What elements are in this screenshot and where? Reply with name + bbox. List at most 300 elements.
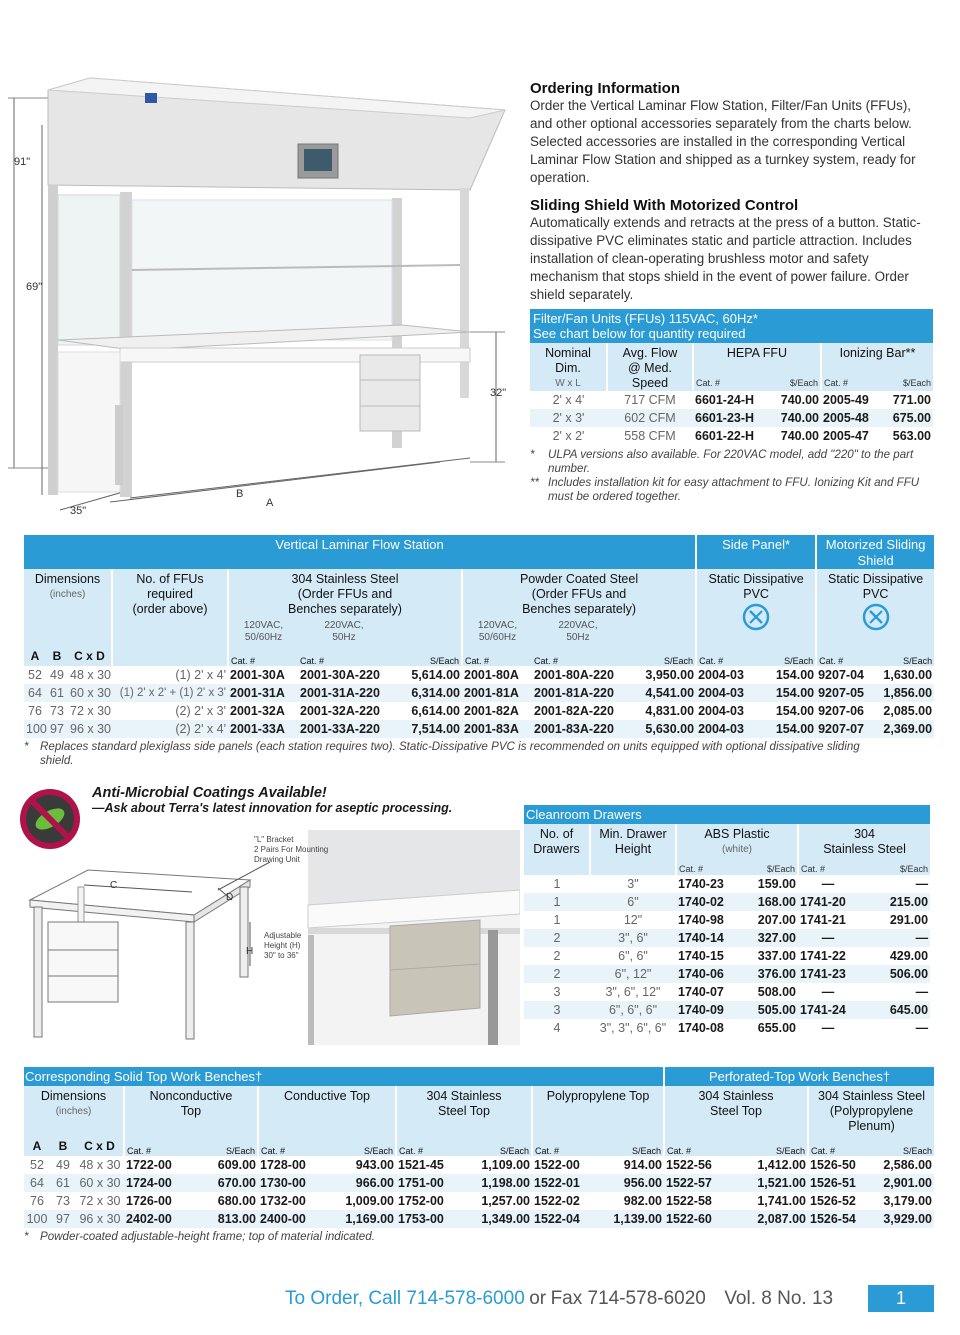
vlfs-v220-pc: 220VAC, — [558, 620, 598, 631]
benches-each: S/Each — [499, 1146, 529, 1156]
ffu-flow: 602 CFM — [607, 409, 693, 427]
benches-cat: Cat. # — [532, 1136, 594, 1156]
vlfs-h-pc2: (Order FFUs and — [531, 587, 627, 601]
drawers-row — [524, 983, 930, 1001]
drawers-row — [524, 893, 930, 911]
ffu-flow: 558 CFM — [624, 429, 676, 443]
ffu-note-2 — [530, 476, 933, 504]
drawers-h: 3", 6" — [590, 929, 676, 947]
vlfs-side-title: Side Panel* — [696, 535, 816, 569]
ffu-dim: 2' x 3' — [530, 409, 607, 427]
benches-cop: 966.00 — [320, 1174, 396, 1192]
benches-cat: Cat. # — [664, 1136, 726, 1156]
ffu-title-2: See chart below for quantity required — [533, 326, 746, 341]
ffu-ion-price: 771.00 — [892, 393, 931, 407]
ffu-hepa-cat: 6601-22-H — [695, 429, 755, 443]
benches-each: S/Each — [902, 1146, 933, 1156]
benches-a: 100 — [24, 1210, 50, 1228]
vlfs-h-ffus1: No. of FFUs — [136, 572, 204, 586]
drawers-abs-cat: 1740-09 — [676, 1001, 734, 1019]
no-static-icon — [741, 602, 771, 632]
benches-ps: 1522-60 — [664, 1210, 726, 1228]
benches-a: 76 — [30, 1194, 44, 1208]
bench-dim-d: D — [226, 892, 234, 903]
ffu-row — [530, 427, 933, 445]
benches-ss: 1751-00 — [396, 1174, 458, 1192]
drawers-h: 6", 6", 6" — [590, 1001, 676, 1019]
benches-h-cond: Conductive Top — [258, 1086, 396, 1136]
ordering-body: Order the Vertical Laminar Flow Station, Filter/Fan Units (FFUs), and other optional accessories separately from the charts below. Selected accessories are installed in the corresponding Vertical Laminar Flow Station and shipped as a turnkey system, ready for operation. — [530, 98, 916, 185]
ffu-cat-2: Cat. # — [821, 376, 882, 390]
benches-cxd: 72 x 30 — [79, 1194, 121, 1208]
benches-co: 2400-00 — [258, 1210, 320, 1228]
ffu-note-1 — [530, 448, 933, 476]
benches-title-solid: Corresponding Solid Top Work Benches† — [25, 1069, 263, 1084]
ffu-row — [530, 391, 933, 409]
benches-ssp: 1,109.00 — [481, 1158, 530, 1172]
vlfs-pc220: 2001-82A-220 — [534, 704, 614, 718]
drawers-h-ss2: Stainless Steel — [823, 842, 906, 856]
drawers-ss-cat: 1741-24 — [798, 1001, 858, 1019]
benches-plp: 3,179.00 — [883, 1194, 933, 1208]
benches-ssp: 1,349.00 — [458, 1210, 532, 1228]
drawers-abs-price: 508.00 — [757, 985, 796, 999]
work-bench-illustration — [18, 830, 520, 1045]
dim-32: 32" — [490, 387, 507, 399]
benches-ncp: 680.00 — [217, 1194, 256, 1208]
benches-pl: 1526-51 — [808, 1174, 870, 1192]
benches-section — [24, 1067, 934, 1244]
benches-b: 61 — [50, 1174, 76, 1192]
benches-row — [24, 1156, 934, 1174]
benches-h-ss1: 304 Stainless — [426, 1089, 502, 1103]
vlfs-cat: Cat. # — [696, 646, 762, 666]
drawers-abs-price: 655.00 — [757, 1021, 796, 1035]
ffu-hepa-price: 740.00 — [770, 409, 821, 427]
vlfs-pcp: 5,630.00 — [624, 720, 696, 738]
drawers-n: 1 — [553, 913, 561, 927]
vlfs-ss220: 2001-31A-220 — [298, 684, 390, 702]
drawers-ss-price: 429.00 — [889, 949, 929, 963]
drawers-h: 6" — [590, 893, 676, 911]
drawers-ss-cat: 1741-22 — [800, 949, 846, 963]
drawers-row — [524, 1001, 930, 1019]
vlfs-ms: 9207-04 — [818, 668, 864, 682]
benches-ncp: 670.00 — [186, 1174, 258, 1192]
vlfs-msp: 1,630.00 — [883, 668, 933, 682]
vlfs-h-dimensions: Dimensions — [34, 572, 101, 586]
vlfs-table — [24, 535, 934, 738]
benches-pl: 1526-54 — [808, 1210, 870, 1228]
drawers-abs-price: 159.00 — [757, 877, 796, 891]
vlfs-title: Vertical Laminar Flow Station — [275, 537, 444, 552]
benches-h-nc2: Top — [180, 1104, 202, 1118]
page-number: 1 — [895, 1288, 906, 1308]
vlfs-pcp: 4,541.00 — [624, 684, 696, 702]
drawers-abs-price: 505.00 — [734, 1001, 798, 1019]
vlfs-ms: 9207-06 — [818, 704, 864, 718]
benches-h-pp: Polypropylene Top — [532, 1086, 664, 1136]
ffu-cat-1: Cat. # — [693, 376, 770, 390]
vlfs-b: 61 — [46, 684, 68, 702]
drawers-h: 3" — [627, 877, 639, 891]
drawers-row — [524, 929, 930, 947]
vlfs-a: 64 — [24, 684, 46, 702]
benches-cat: Cat. # — [808, 1136, 870, 1156]
ffu-title-1: Filter/Fan Units (FFUs) 115VAC, 60Hz* — [533, 311, 758, 326]
benches-ppp: 1,139.00 — [594, 1210, 664, 1228]
drawers-h-no2: Drawers — [533, 842, 580, 856]
drawers-h: 6", 12" — [590, 965, 676, 983]
benches-h-ss2: Steel Top — [438, 1104, 490, 1118]
vlfs-each: S/Each — [429, 656, 459, 666]
drawers-n: 1 — [553, 877, 561, 891]
vlfs-cat: Cat. # — [816, 646, 874, 666]
vlfs-pcp: 3,950.00 — [645, 668, 695, 682]
benches-psp: 1,741.00 — [757, 1194, 806, 1208]
benches-cop: 1,009.00 — [345, 1194, 394, 1208]
page-number-box — [868, 1285, 934, 1312]
drawers-n: 4 — [553, 1021, 561, 1035]
benches-a: 64 — [24, 1174, 50, 1192]
drawers-h-ss1: 304 — [854, 827, 875, 841]
drawers-title: Cleanroom Drawers — [526, 807, 642, 822]
benches-cop: 1,169.00 — [320, 1210, 396, 1228]
vlfs-pc120: 2001-81A — [462, 684, 532, 702]
vlfs-ms: 9207-07 — [816, 720, 874, 738]
drawers-ss-cat: — — [821, 877, 835, 891]
benches-nc: 1722-00 — [126, 1158, 172, 1172]
drawers-abs-cat: 1740-14 — [676, 929, 734, 947]
drawers-ss-cat: — — [821, 1021, 835, 1035]
drawers-ss-price: 645.00 — [858, 1001, 930, 1019]
drawers-n: 2 — [524, 929, 590, 947]
footer-order[interactable]: To Order, Call 714-578-6000 — [285, 1288, 525, 1309]
drawers-abs-price: 376.00 — [734, 965, 798, 983]
ffu-h-wxl: W x L — [555, 378, 581, 389]
benches-each: S/Each — [775, 1146, 805, 1156]
ordering-info — [530, 80, 934, 304]
vlfs-v120-pc: 120VAC, — [477, 620, 518, 631]
benches-plp: 3,929.00 — [870, 1210, 934, 1228]
laminar-flow-station-illustration — [0, 70, 520, 520]
vlfs-cat: Cat. # — [534, 656, 559, 666]
vlfs-a: 100 — [26, 722, 47, 736]
benches-plp: 2,586.00 — [883, 1158, 933, 1172]
drawers-abs-cat: 1740-06 — [676, 965, 734, 983]
vlfs-sp: 2004-03 — [698, 704, 744, 718]
benches-h-pss2: Steel Top — [710, 1104, 762, 1118]
vlfs-col-cxd: C x D — [74, 649, 105, 663]
ffu-h-avg: Avg. Flow — [622, 346, 678, 360]
drawers-ss-price: — — [858, 929, 930, 947]
vlfs-spp: 154.00 — [762, 720, 816, 738]
ffu-dim: 2' x 4' — [552, 393, 585, 407]
ffu-note-1-mark: * — [530, 448, 535, 461]
drawers-row — [524, 911, 930, 929]
benches-cxd: 96 x 30 — [76, 1210, 124, 1228]
vlfs-v120: 120VAC, — [243, 620, 284, 631]
drawers-ss-cat: 1741-23 — [798, 965, 858, 983]
drawers-h-abs: ABS Plastic — [704, 827, 770, 841]
vlfs-pc220: 2001-80A-220 — [534, 668, 614, 682]
vlfs-spp: 154.00 — [775, 668, 815, 682]
ffu-h-hepa: HEPA FFU — [693, 343, 821, 376]
vlfs-cxd: 96 x 30 — [70, 722, 112, 736]
drawers-h: 12" — [623, 913, 643, 927]
benches-nc: 2402-00 — [124, 1210, 186, 1228]
benches-col-cxd: C x D — [84, 1139, 115, 1153]
vlfs-ss120: 2001-31A — [228, 684, 298, 702]
benches-note-text: Powder-coated adjustable-height frame; top of material indicated. — [40, 1230, 375, 1243]
vlfs-b: 49 — [50, 668, 64, 682]
drawers-ss-price: 506.00 — [858, 965, 930, 983]
benches-ppp: 956.00 — [594, 1174, 664, 1192]
vlfs-ss220: 2001-33A-220 — [298, 720, 390, 738]
adjustable-label-2: Height (H) — [264, 941, 301, 950]
vlfs-h-sd1: Static Dissipative — [708, 572, 804, 586]
vlfs-h-sd2-b: PVC — [862, 587, 889, 601]
drawers-ss-price: 291.00 — [889, 913, 929, 927]
drawers-each: $/Each — [766, 864, 795, 874]
dim-35: 35" — [70, 505, 87, 517]
benches-pp: 1522-04 — [532, 1210, 594, 1228]
dim-91: 91" — [14, 156, 31, 168]
vlfs-sp: 2004-03 — [696, 720, 762, 738]
benches-h-ppl1: 304 Stainless Steel — [818, 1089, 926, 1103]
benches-cop: 943.00 — [355, 1158, 394, 1172]
drawers-abs-price: 207.00 — [757, 913, 796, 927]
vlfs-pc220: 2001-83A-220 — [532, 720, 624, 738]
benches-each: S/Each — [363, 1146, 393, 1156]
bench-dim-c: C — [110, 880, 118, 891]
ffu-ion-price: 675.00 — [882, 409, 933, 427]
benches-cxd: 48 x 30 — [79, 1158, 121, 1172]
ffu-note-1-text: ULPA versions also available. For 220VAC model, add "220" to the part number. — [548, 448, 914, 475]
vlfs-pc120: 2001-80A — [464, 668, 519, 682]
drawers-n: 3 — [524, 1001, 590, 1019]
vlfs-ss220: 2001-30A-220 — [300, 668, 380, 682]
ordering-title: Ordering Information — [530, 80, 680, 97]
drawers-row — [524, 875, 930, 893]
benches-b: 73 — [56, 1194, 70, 1208]
drawers-ss-price: — — [915, 985, 929, 999]
benches-each: S/Each — [631, 1146, 661, 1156]
benches-col-b: B — [58, 1139, 68, 1153]
benches-ss: 1521-45 — [398, 1158, 444, 1172]
vlfs-msp: 2,369.00 — [874, 720, 934, 738]
benches-each: S/Each — [225, 1146, 255, 1156]
benches-plp: 2,901.00 — [870, 1174, 934, 1192]
benches-table — [24, 1067, 934, 1228]
drawers-h-white: (white) — [721, 844, 752, 855]
vlfs-col-a: A — [30, 649, 40, 663]
drawers-n: 1 — [524, 893, 590, 911]
vlfs-ffu: (1) 2' x 4' — [175, 668, 226, 682]
drawers-h-min2: Height — [614, 842, 652, 856]
vlfs-h-pc1: Powder Coated Steel — [519, 572, 639, 586]
benches-title-perf: Perforated-Top Work Benches† — [664, 1067, 934, 1086]
shield-title: Sliding Shield With Motorized Control — [530, 197, 799, 214]
ffu-hepa-cat: 6601-24-H — [695, 393, 755, 407]
benches-pp: 1522-00 — [534, 1158, 580, 1172]
vlfs-h-inches: (inches) — [49, 589, 86, 600]
drawers-abs-cat: 1740-08 — [678, 1021, 724, 1035]
shield-body: Automatically extends and retracts at the press of a button. Static-dissipative PVC eliminates static and particle attraction. Includes installation of clean-operating brushless motor and safety mechanism that stops shield in the event of power failure. Order shield separately. — [530, 215, 921, 302]
bench-dim-h: H — [246, 946, 254, 957]
benches-ssp: 1,198.00 — [458, 1174, 532, 1192]
vlfs-h-ss1: 304 Stainless Steel — [291, 572, 399, 586]
drawers-h-min1: Min. Drawer — [599, 827, 667, 841]
ffu-note-2-mark: ** — [530, 476, 540, 489]
benches-ps: 1522-58 — [666, 1194, 712, 1208]
bracket-label-1: "L" Bracket — [254, 835, 294, 844]
vlfs-pc120: 2001-83A — [462, 720, 532, 738]
vlfs-ffu: (2) 2' x 4' — [112, 720, 228, 738]
dim-b: B — [236, 488, 244, 500]
vlfs-note-text: Replaces standard plexiglass side panels (each station requires two). Static-Dissipative PVC is recommended on units equipped with optional dissipative sliding shield. — [40, 740, 860, 767]
benches-row — [24, 1210, 934, 1228]
benches-ss: 1753-00 — [396, 1210, 458, 1228]
drawers-each: $/Each — [900, 864, 929, 874]
ffu-section — [530, 309, 933, 504]
benches-h-ppl2: (Polypropylene — [829, 1104, 914, 1118]
drawers-abs-cat: 1740-15 — [678, 949, 724, 963]
vlfs-note-mark: * — [24, 740, 29, 753]
bracket-label-2: 2 Pairs For Mounting — [254, 845, 329, 854]
drawers-abs-cat: 1740-98 — [678, 913, 724, 927]
benches-b: 97 — [50, 1210, 76, 1228]
ffu-ion-cat: 2005-49 — [823, 393, 869, 407]
drawers-ss-cat: — — [821, 985, 835, 999]
vlfs-cxd: 48 x 30 — [70, 668, 112, 682]
ffu-note-2-text: Includes installation kit for easy attachment to FFU. Ionizing Kit and FFU must be ordered together. — [548, 476, 920, 503]
vlfs-b: 73 — [50, 704, 64, 718]
drawers-n: 2 — [553, 949, 561, 963]
drawers-h: 3", 6", 12" — [605, 985, 661, 999]
vlfs-col-b: B — [52, 649, 62, 663]
benches-co: 1732-00 — [260, 1194, 306, 1208]
drawers-n: 3 — [553, 985, 561, 999]
benches-ps: 1522-56 — [666, 1158, 712, 1172]
adjustable-label-1: Adjustable — [264, 931, 302, 940]
benches-ncp: 813.00 — [186, 1210, 258, 1228]
footer-fax: Fax 714-578-6020 — [550, 1288, 706, 1309]
footer-or: or — [529, 1288, 547, 1309]
vlfs-each: S/Each — [784, 656, 814, 666]
drawers-abs-price: 327.00 — [734, 929, 798, 947]
benches-pp: 1522-01 — [532, 1174, 594, 1192]
vlfs-v220: 220VAC, — [324, 620, 364, 631]
vlfs-h-ffus3: (order above) — [132, 602, 208, 616]
ffu-hepa-price: 740.00 — [780, 393, 819, 407]
vlfs-v220b: 50Hz — [332, 632, 356, 643]
drawers-table — [524, 805, 930, 1037]
vlfs-cat: Cat. # — [462, 646, 532, 666]
drawers-cat: Cat. # — [676, 863, 734, 875]
benches-cxd: 60 x 30 — [76, 1174, 124, 1192]
benches-note-mark: * — [24, 1230, 29, 1243]
ffu-h-ion: Ionizing Bar** — [821, 343, 933, 376]
vlfs-ss220: 2001-32A-220 — [300, 704, 380, 718]
drawers-abs-cat: 1740-07 — [678, 985, 724, 999]
ffu-flow: 717 CFM — [624, 393, 676, 407]
benches-nc: 1724-00 — [124, 1174, 186, 1192]
vlfs-a: 52 — [28, 668, 42, 682]
anti-microbial — [92, 785, 452, 815]
benches-ncp: 609.00 — [217, 1158, 256, 1172]
vlfs-row — [24, 684, 934, 702]
vlfs-ss120: 2001-32A — [230, 704, 285, 718]
ffu-h-dim: Dim. — [555, 361, 581, 375]
benches-h-pss1: 304 Stainless — [698, 1089, 774, 1103]
vlfs-ss120: 2001-33A — [228, 720, 298, 738]
vlfs-spp: 154.00 — [775, 704, 815, 718]
benches-ppp: 914.00 — [623, 1158, 662, 1172]
vlfs-v220b-pc: 50Hz — [566, 632, 590, 643]
benches-pl: 1526-52 — [810, 1194, 856, 1208]
vlfs-cat: Cat. # — [300, 656, 325, 666]
vlfs-sp: 2004-03 — [696, 684, 762, 702]
dim-a: A — [266, 497, 274, 509]
drawers-ss-price: — — [915, 1021, 929, 1035]
benches-cat: Cat. # — [396, 1136, 458, 1156]
vlfs-ssp: 6,314.00 — [390, 684, 462, 702]
benches-pp: 1522-02 — [534, 1194, 580, 1208]
drawers-cat: Cat. # — [798, 863, 858, 875]
vlfs-v120b: 50/60Hz — [244, 632, 283, 643]
drawers-abs-cat: 1740-23 — [678, 877, 724, 891]
ffu-ion-cat: 2005-47 — [823, 429, 869, 443]
benches-h-ppl3: Plenum) — [848, 1119, 895, 1133]
vlfs-ssp: 6,614.00 — [411, 704, 460, 718]
drawers-row — [524, 965, 930, 983]
vlfs-row — [24, 720, 934, 738]
vlfs-spp: 154.00 — [762, 684, 816, 702]
drawers-ss-price: — — [915, 877, 929, 891]
vlfs-a: 76 — [28, 704, 42, 718]
vlfs-ss120: 2001-30A — [230, 668, 285, 682]
benches-nc: 1726-00 — [126, 1194, 172, 1208]
benches-row — [24, 1174, 934, 1192]
ffu-h-med: @ Med. — [628, 361, 672, 375]
benches-ss: 1752-00 — [398, 1194, 444, 1208]
ffu-hepa-cat: 6601-23-H — [693, 409, 770, 427]
footer — [285, 1288, 865, 1310]
vlfs-h-ss3: Benches separately) — [288, 602, 402, 616]
no-static-icon — [861, 602, 891, 632]
benches-h-inches: (inches) — [55, 1106, 92, 1117]
vlfs-msp: 2,085.00 — [883, 704, 933, 718]
vlfs-pcp: 4,831.00 — [645, 704, 695, 718]
ffu-each-1: $/Each — [789, 378, 818, 388]
benches-ps: 1522-57 — [664, 1174, 726, 1192]
benches-co: 1730-00 — [258, 1174, 320, 1192]
vlfs-h-ss2: (Order FFUs and — [297, 587, 393, 601]
ffu-dim: 2' x 2' — [552, 429, 585, 443]
benches-psp: 1,521.00 — [726, 1174, 808, 1192]
ffu-h-speed: Speed — [631, 376, 669, 390]
benches-cat: Cat. # — [258, 1136, 320, 1156]
benches-ssp: 1,257.00 — [481, 1194, 530, 1208]
drawers-row — [524, 947, 930, 965]
vlfs-ms: 9207-05 — [816, 684, 874, 702]
benches-psp: 2,087.00 — [726, 1210, 808, 1228]
vlfs-motor-title: Motorized Sliding Shield — [816, 535, 934, 569]
drawers-h-no1: No. of — [539, 827, 574, 841]
benches-ppp: 982.00 — [623, 1194, 662, 1208]
vlfs-ffu: (1) 2' x 2' + (1) 2' x 3' — [112, 684, 228, 702]
